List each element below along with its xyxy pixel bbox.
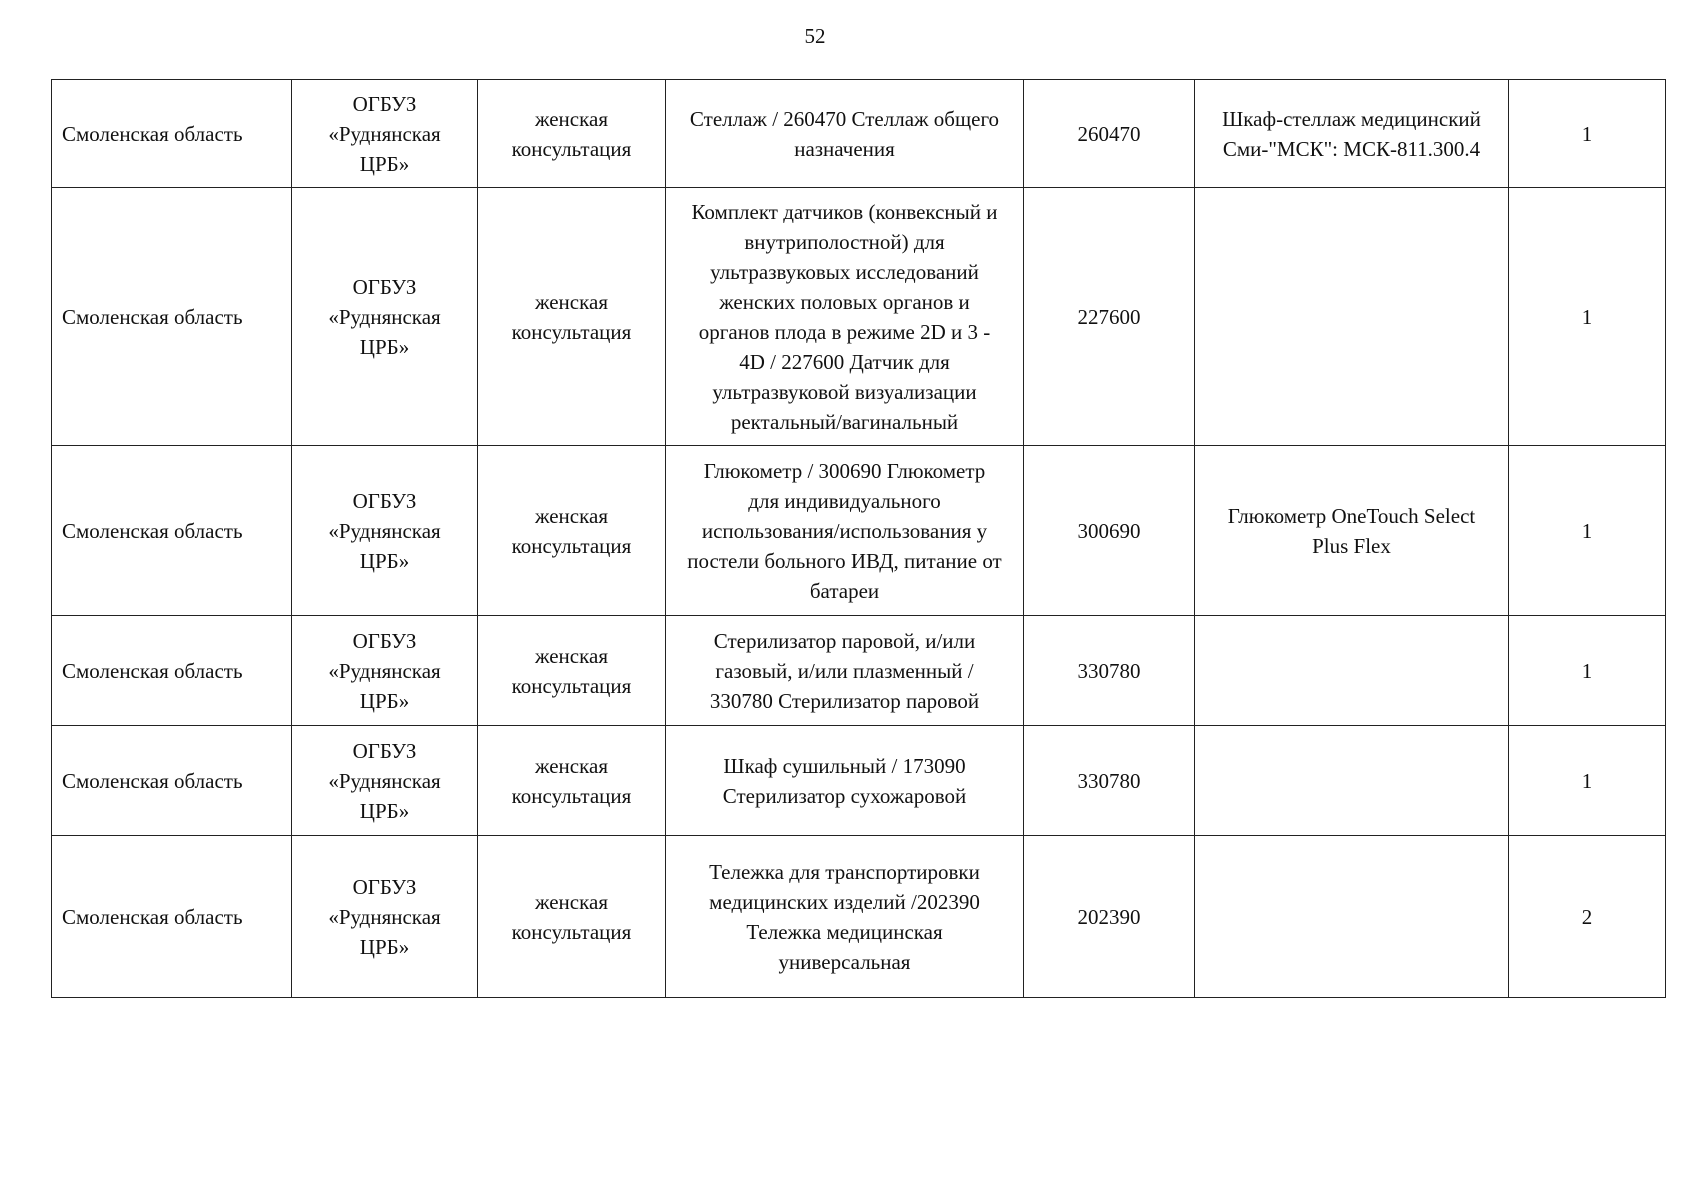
model-cell: [1195, 836, 1509, 998]
item-description-cell-line: ректальный/вагинальный: [730, 409, 959, 434]
unit-cell-line: консультация: [511, 673, 632, 698]
organization-cell-line: «Руднянская: [328, 768, 441, 793]
unit-cell: [478, 726, 666, 836]
model-cell-line: Plus Flex: [1312, 533, 1391, 558]
model-cell: [1195, 616, 1509, 726]
equipment-table: [51, 79, 1666, 998]
page-number: 52: [804, 24, 826, 48]
code-cell: 202390: [1024, 836, 1195, 998]
organization-cell-line: ЦРБ»: [359, 334, 410, 359]
model-cell: [1195, 80, 1509, 188]
region-cell: Смоленская область: [52, 446, 292, 616]
item-description-cell-line: Глюкометр / 300690 Глюкометр: [703, 458, 986, 483]
unit-cell-line: женская: [535, 106, 608, 131]
unit-cell-line: консультация: [511, 783, 632, 808]
item-description-cell: [666, 836, 1024, 998]
table-row: [52, 726, 1666, 836]
organization-cell-line: «Руднянская: [328, 658, 441, 683]
organization-cell: [292, 836, 478, 998]
organization-cell-line: «Руднянская: [328, 121, 441, 146]
unit-cell-line: женская: [535, 643, 608, 668]
table-row: [52, 446, 1666, 616]
item-description-cell-line: Комплект датчиков (конвексный и: [691, 199, 998, 224]
code-cell: 330780: [1024, 616, 1195, 726]
item-description-cell-line: органов плода в режиме 2D и 3 -: [698, 319, 991, 344]
table-row: [52, 836, 1666, 998]
unit-cell: [478, 616, 666, 726]
quantity-cell: 2: [1509, 836, 1666, 998]
item-description-cell-line: медицинских изделий /202390: [709, 889, 980, 914]
item-description-cell-line: Тележка для транспортировки: [709, 859, 980, 884]
region-cell: Смоленская область: [52, 836, 292, 998]
item-description-cell: [666, 80, 1024, 188]
table-row: [52, 80, 1666, 188]
unit-cell-line: женская: [535, 289, 608, 314]
item-description-cell-line: 4D / 227600 Датчик для: [739, 349, 950, 374]
organization-cell: [292, 80, 478, 188]
item-description-cell: [666, 188, 1024, 446]
unit-cell-line: консультация: [511, 136, 632, 161]
organization-cell-line: ЦРБ»: [359, 798, 410, 823]
region-cell: Смоленская область: [52, 726, 292, 836]
organization-cell-line: ОГБУЗ: [352, 628, 417, 653]
organization-cell-line: ОГБУЗ: [352, 91, 417, 116]
region-cell: Смоленская область: [52, 616, 292, 726]
item-description-cell-line: постели больного ИВД, питание от: [687, 548, 1002, 573]
region-cell: Смоленская область: [52, 80, 292, 188]
unit-cell: [478, 836, 666, 998]
unit-cell: [478, 80, 666, 188]
item-description-cell: [666, 726, 1024, 836]
quantity-cell: 1: [1509, 446, 1666, 616]
item-description-cell-line: использования/использования у: [701, 518, 988, 543]
item-description-cell-line: 330780 Стерилизатор паровой: [709, 688, 980, 713]
model-cell: [1195, 726, 1509, 836]
organization-cell: [292, 446, 478, 616]
unit-cell: [478, 188, 666, 446]
code-cell: 330780: [1024, 726, 1195, 836]
item-description-cell: [666, 616, 1024, 726]
item-description-cell-line: газовый, и/или плазменный /: [715, 658, 974, 683]
organization-cell-line: ОГБУЗ: [352, 488, 417, 513]
table-body: [52, 80, 1666, 998]
item-description-cell-line: для индивидуального: [748, 488, 941, 513]
unit-cell-line: консультация: [511, 919, 632, 944]
model-cell-line: Сми-"МСК": МСК-811.300.4: [1222, 136, 1481, 161]
table-row: [52, 188, 1666, 446]
item-description-cell-line: внутриполостной) для: [744, 229, 945, 254]
organization-cell-line: «Руднянская: [328, 304, 441, 329]
quantity-cell: 1: [1509, 726, 1666, 836]
organization-cell: [292, 188, 478, 446]
item-description-cell-line: Тележка медицинская: [746, 919, 943, 944]
organization-cell-line: ОГБУЗ: [352, 874, 417, 899]
organization-cell-line: ЦРБ»: [359, 548, 410, 573]
model-cell: [1195, 188, 1509, 446]
unit-cell: [478, 446, 666, 616]
code-cell: 227600: [1024, 188, 1195, 446]
organization-cell-line: «Руднянская: [328, 904, 441, 929]
quantity-cell: 1: [1509, 616, 1666, 726]
model-cell-line: Шкаф-стеллаж медицинский: [1222, 106, 1481, 131]
item-description-cell-line: Стерилизатор паровой, и/или: [713, 628, 976, 653]
table-row: [52, 616, 1666, 726]
code-cell: 300690: [1024, 446, 1195, 616]
organization-cell-line: «Руднянская: [328, 518, 441, 543]
item-description-cell-line: Стеллаж / 260470 Стеллаж общего: [689, 106, 1000, 131]
unit-cell-line: консультация: [511, 319, 632, 344]
item-description-cell-line: Стерилизатор сухожаровой: [722, 783, 967, 808]
unit-cell-line: женская: [535, 889, 608, 914]
quantity-cell: 1: [1509, 188, 1666, 446]
unit-cell-line: консультация: [511, 533, 632, 558]
model-cell: [1195, 446, 1509, 616]
quantity-cell: 1: [1509, 80, 1666, 188]
organization-cell-line: ОГБУЗ: [352, 274, 417, 299]
item-description-cell-line: женских половых органов и: [719, 289, 970, 314]
item-description-cell-line: Шкаф сушильный / 173090: [723, 753, 966, 778]
item-description-cell-line: ультразвуковой визуализации: [712, 379, 977, 404]
organization-cell: [292, 616, 478, 726]
organization-cell: [292, 726, 478, 836]
item-description-cell-line: универсальная: [778, 949, 911, 974]
code-cell: 260470: [1024, 80, 1195, 188]
item-description-cell-line: батареи: [809, 578, 880, 603]
organization-cell-line: ЦРБ»: [359, 688, 410, 713]
model-cell-line: Глюкометр OneTouch Select: [1227, 503, 1476, 528]
unit-cell-line: женская: [535, 753, 608, 778]
organization-cell-line: ЦРБ»: [359, 151, 410, 176]
region-cell: Смоленская область: [52, 188, 292, 446]
item-description-cell: [666, 446, 1024, 616]
organization-cell-line: ЦРБ»: [359, 934, 410, 959]
unit-cell-line: женская: [535, 503, 608, 528]
item-description-cell-line: ультразвуковых исследований: [710, 259, 979, 284]
item-description-cell-line: назначения: [794, 136, 895, 161]
organization-cell-line: ОГБУЗ: [352, 738, 417, 763]
